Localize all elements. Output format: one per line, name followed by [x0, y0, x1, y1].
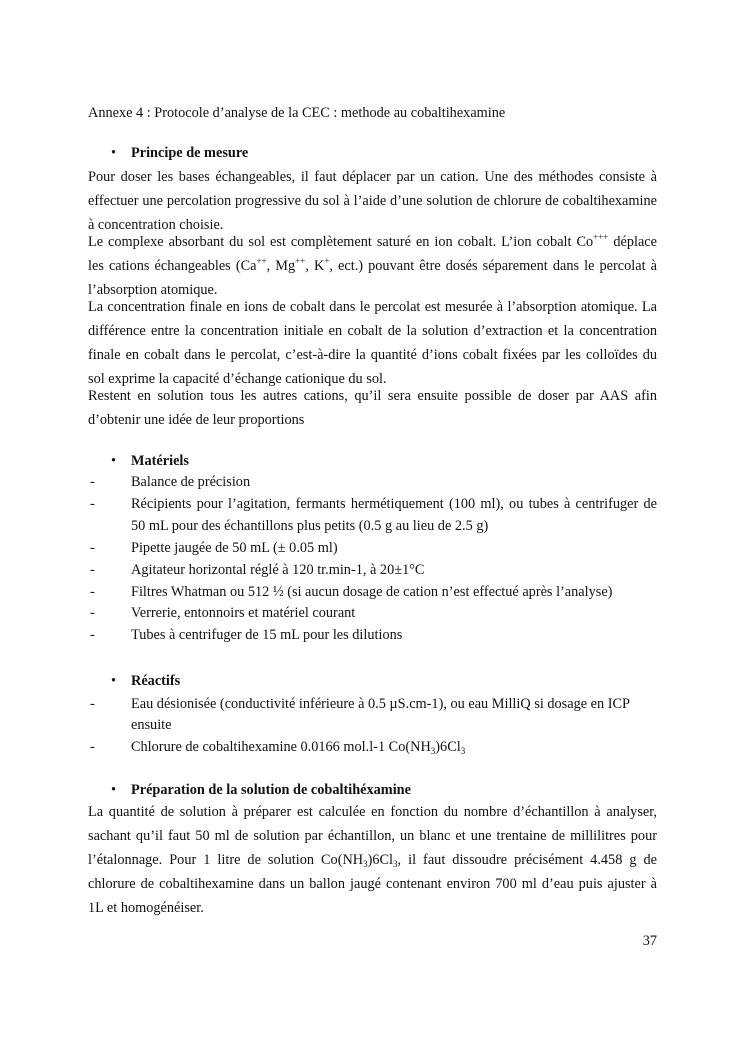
text-run: Réactifs: [131, 673, 181, 689]
text-run: sachant qu’il faut 50 ml de solution par échantillon, un blanc et une trentaine de millilitres pour: [88, 828, 657, 844]
text-run: , Mg: [266, 258, 296, 274]
bullet-icon: •: [111, 673, 117, 689]
paragraph-line: [88, 387, 657, 405]
section-heading: [131, 144, 657, 162]
list-item: [131, 583, 657, 601]
text-run: Tubes à centrifuger de 15 mL pour les dilutions: [131, 627, 403, 643]
dash-marker: -: [90, 474, 95, 490]
text-run: Pipette jaugée de 50 mL (± 0.05 ml): [131, 540, 338, 556]
text-run: Récipients pour l’agitation, fermants hermétiquement (100 ml), ou tubes à centrifuger de: [131, 496, 657, 512]
superscript: +++: [593, 232, 609, 242]
text-run: effectuer une percolation progressive du sol à l’aide d’une solution de chlorure de cobaltihexamine: [88, 193, 657, 209]
page-number: 37: [642, 933, 657, 949]
list-item: [131, 695, 657, 713]
text-run: , ect.) pouvant être dosés séparement dans le percolat à: [329, 258, 657, 274]
list-item-continuation: [131, 716, 657, 734]
dash-marker: -: [90, 739, 95, 755]
superscript: ++: [295, 256, 306, 266]
subscript: 3: [393, 859, 398, 869]
section-heading: [131, 452, 657, 470]
text-run: , il faut dissoudre précisément 4.458 g de: [397, 852, 657, 868]
superscript: +: [324, 256, 330, 266]
paragraph-line: [88, 411, 657, 429]
section-heading: [131, 672, 657, 690]
text-run: différence entre la concentration initiale en cobalt de la solution d’extraction et la concentration: [88, 323, 657, 339]
text-run: Restent en solution tous les autres cations, qu’il sera ensuite possible de doser par AAS afin: [88, 388, 657, 404]
bullet-icon: •: [111, 145, 117, 161]
text-run: 50 mL pour des échantillons plus petits (0.5 g au lieu de 2.5 g): [131, 518, 489, 534]
dash-marker: -: [90, 605, 95, 621]
dash-marker: -: [90, 562, 95, 578]
list-item: [131, 626, 657, 644]
text-run: d’obtenir une idée de leur proportions: [88, 412, 305, 428]
text-run: Pour doser les bases échangeables, il faut déplacer par un cation. Une des méthodes consiste à: [88, 169, 657, 185]
text-run: , K: [305, 258, 325, 274]
text-run: Chlorure de cobaltihexamine 0.0166 mol.l-1 Co(NH: [131, 739, 431, 755]
text-run: à concentration choisie.: [88, 217, 224, 233]
paragraph-line: [88, 851, 657, 869]
text-run: Le complexe absorbant du sol est complètement saturé en ion cobalt. L’ion cobalt Co: [88, 234, 594, 250]
list-item: [131, 539, 657, 557]
paragraph-line: [88, 257, 657, 275]
text-run: Préparation de la solution de cobaltihéxamine: [131, 782, 411, 798]
annex-title: Annexe 4 : Protocole d’analyse de la CEC : methode au cobaltihexamine: [88, 105, 506, 121]
text-run: Verrerie, entonnoirs et matériel courant: [131, 605, 356, 621]
text-run: )6Cl: [435, 739, 461, 755]
paragraph-line: [88, 875, 657, 893]
list-item: [131, 473, 657, 491]
paragraph-line: [88, 192, 657, 210]
dash-marker: -: [90, 696, 95, 712]
list-item: [131, 561, 657, 579]
text-run: Balance de précision: [131, 474, 251, 490]
text-run: La concentration finale en ions de cobalt dans le percolat est mesurée à l’absorption atomique. La: [88, 299, 657, 315]
text-run: sol exprime la capacité d’échange cationique du sol.: [88, 371, 387, 387]
text-run: l’étalonnage. Pour 1 litre de solution Co(NH: [88, 852, 364, 868]
dash-marker: -: [90, 584, 95, 600]
list-item: [131, 604, 657, 622]
paragraph-line: [88, 216, 657, 234]
text-run: Eau désionisée (conductivité inférieure à 0.5 µS.cm-1), ou eau MilliQ si dosage en ICP: [131, 696, 630, 712]
list-item-continuation: [131, 517, 657, 535]
section-heading: [131, 781, 657, 799]
dash-marker: -: [90, 627, 95, 643]
paragraph-line: [88, 346, 657, 364]
text-run: les cations échangeables (Ca: [88, 258, 257, 274]
subscript: 3: [363, 859, 368, 869]
text-run: finale en cobalt dans le percolat, c’est-à-dire la quantité d’ions cobalt fixées par les colloïdes du: [88, 347, 657, 363]
bullet-icon: •: [111, 782, 117, 798]
paragraph-line: [88, 298, 657, 316]
text-run: ensuite: [131, 717, 172, 733]
text-run: Agitateur horizontal réglé à 120 tr.min-1, à 20±1°C: [131, 562, 425, 578]
superscript: ++: [256, 256, 267, 266]
paragraph-line: [88, 803, 657, 821]
paragraph-line: [88, 827, 657, 845]
subscript: 3: [430, 746, 436, 756]
paragraph-line: [88, 322, 657, 340]
text-run: chlorure de cobaltihexamine dans un ballon jaugé contenant environ 700 ml d’eau puis ajuster à: [88, 876, 657, 892]
paragraph-line: [88, 168, 657, 186]
paragraph-line: [88, 899, 657, 917]
text-run: l’absorption atomique.: [88, 282, 218, 298]
text-run: Principe de mesure: [131, 145, 249, 161]
text-run: Matériels: [131, 453, 189, 469]
text-run: )6Cl: [367, 852, 394, 868]
text-run: Filtres Whatman ou 512 ½ (si aucun dosage de cation n’est effectué après l’analyse): [131, 584, 613, 600]
dash-marker: -: [90, 496, 95, 512]
subscript: 3: [460, 746, 466, 756]
list-item: [131, 738, 657, 756]
text-run: 1L et homogénéiser.: [88, 900, 204, 916]
paragraph-line: [88, 370, 657, 388]
text-run: La quantité de solution à préparer est calculée en fonction du nombre d’échantillon à analyser,: [88, 804, 657, 820]
paragraph-line: [88, 233, 657, 251]
dash-marker: -: [90, 540, 95, 556]
paragraph-line: [88, 281, 657, 299]
text-run: déplace: [608, 234, 657, 250]
bullet-icon: •: [111, 453, 117, 469]
list-item: [131, 495, 657, 513]
